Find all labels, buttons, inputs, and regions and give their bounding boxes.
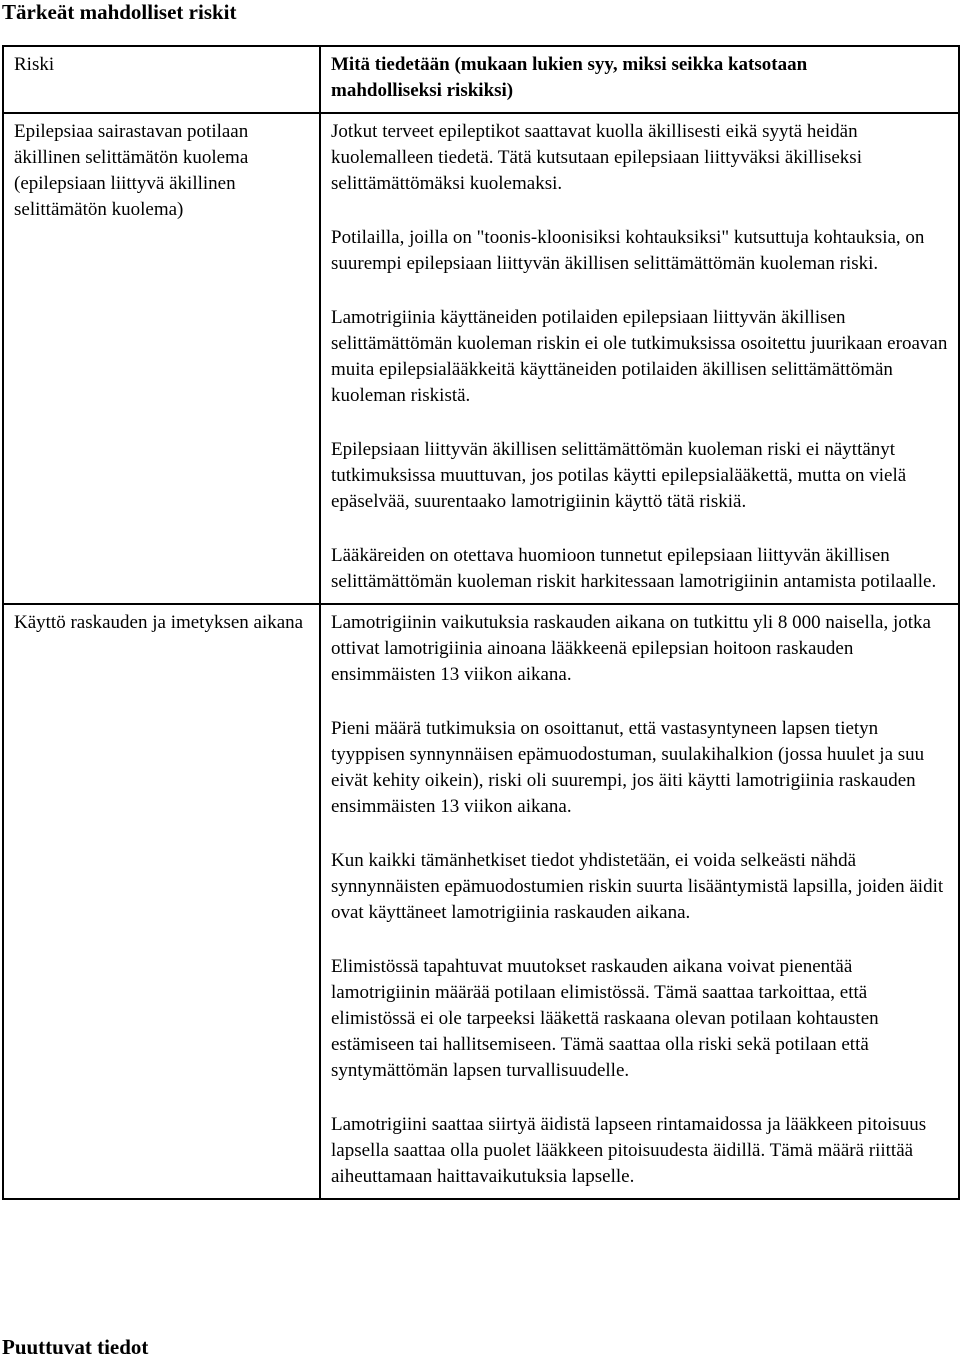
risk-cell xyxy=(3,113,320,604)
section-title-missing-info: Puuttuvat tiedot xyxy=(2,1335,149,1359)
header-risk-label: Riski xyxy=(14,54,55,75)
table-row xyxy=(3,604,959,1199)
page-title: Tärkeät mahdolliset riskit xyxy=(2,0,237,24)
info-paragraph: Epilepsiaan liittyvän äkillisen selittämättömän kuoleman riski ei näyttänyt tutkimuksissa muuttuvan, jos potilas käytti epilepsialääkettä, mutta on vielä epäselvää, suurentaako lamotrigiinin käyttö tätä riskiä. xyxy=(331,439,907,512)
info-paragraph: Pieni määrä tutkimuksia on osoittanut, että vastasyntyneen lapsen tietyn tyyppisen synnynnäisen epämuodostuman, suulakihalkion (jossa huulet ja suu eivät kehity oikein), riski oli suurempi, jos äiti käytti lamotrigiinia raskauden ensimmäisten 13 viikon aikana. xyxy=(331,718,925,817)
info-cell xyxy=(320,113,959,604)
info-paragraph: Lääkäreiden on otettava huomioon tunnetut epilepsiaan liittyvän äkillisen selittämättömän kuoleman riskit harkitessaan lamotrigiinin antamista potilaalle. xyxy=(331,545,937,592)
info-paragraph: Lamotrigiinin vaikutuksia raskauden aikana on tutkittu yli 8 000 naisella, jotka ottivat lamotrigiinia ainoana lääkkeenä epilepsian hoitoon raskauden ensimmäisten 13 viikon aikana. xyxy=(331,612,931,685)
info-paragraph: Lamotrigiini saattaa siirtyä äidistä lapseen rintamaidossa ja lääkkeen pitoisuus lapsella saattaa olla puolet lääkkeen pitoisuudesta äidillä. Tämä määrä riittää aiheuttamaan haittavaikutuksia lapselle. xyxy=(331,1114,927,1187)
risk-table xyxy=(2,45,960,1200)
info-paragraph: Jotkut terveet epileptikot saattavat kuolla äkillisesti eikä syytä heidän kuolemalleen tiedetä. Tätä kutsutaan epilepsiaan liittyväksi äkilliseksi selittämättömäksi kuolemaksi. xyxy=(331,121,862,194)
risk-label: Epilepsiaa sairastavan potilaan äkillinen selittämätön kuolema (epilepsiaan liittyvä äkillinen selittämätön kuolema) xyxy=(14,121,249,220)
header-known-info-line2: mahdolliseksi riskiksi) xyxy=(331,80,514,101)
info-cell xyxy=(320,604,959,1199)
info-paragraph: Lamotrigiinia käyttäneiden potilaiden epilepsiaan liittyvän äkillisen selittämättömän kuoleman riskin ei ole tutkimuksissa osoitettu juurikaan eroavan muita epilepsialääkkeitä käyttäneiden potilaiden äkillisen selittämättömän kuoleman riskistä. xyxy=(331,307,948,406)
info-paragraph: Potilailla, joilla on "toonis-kloonisiksi kohtauksiksi" kutsuttuja kohtauksia, on suurempi epilepsiaan liittyvän äkillisen selittämättömän kuoleman riski. xyxy=(331,227,925,274)
info-paragraph: Elimistössä tapahtuvat muutokset raskauden aikana voivat pienentää lamotrigiinin määrää potilaan elimistössä. Tämä saattaa tarkoittaa, että elimistössä ei ole tarpeeksi lääkettä raskaana olevan potilaan kohtausten estämiseen tai hallitsemiseen. Tämä saattaa olla riski sekä potilaan että syntymättömän lapsen turvallisuudelle. xyxy=(331,956,879,1081)
table-header-row xyxy=(3,46,959,113)
risk-cell xyxy=(3,604,320,1199)
header-known-info xyxy=(320,46,959,113)
table-row xyxy=(3,113,959,604)
header-risk xyxy=(3,46,320,113)
risk-label: Käyttö raskauden ja imetyksen aikana xyxy=(14,612,304,633)
info-paragraph: Kun kaikki tämänhetkiset tiedot yhdistetään, ei voida selkeästi nähdä synnynnäisten epämuodostumien riskin suurta lisääntymistä lapsilla, joiden äidit ovat käyttäneet lamotrigiinia raskauden aikana. xyxy=(331,850,944,923)
header-known-info-line1: Mitä tiedetään (mukaan lukien syy, miksi seikka katsotaan xyxy=(331,54,808,75)
